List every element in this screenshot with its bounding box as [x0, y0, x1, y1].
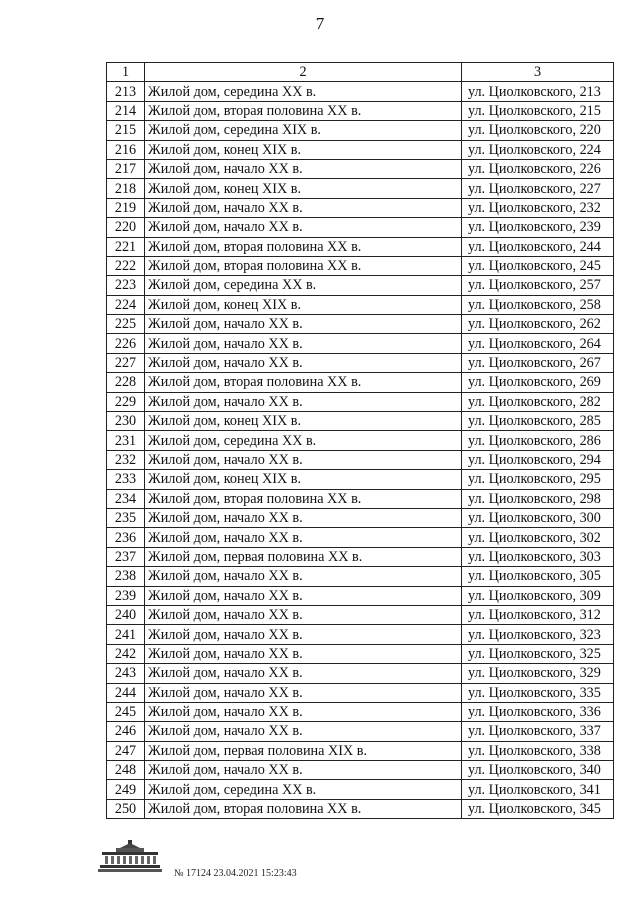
table-row: [107, 198, 614, 217]
table-row: [107, 450, 614, 469]
table-row: [107, 547, 614, 566]
object-description-cell: Жилой дом, начало XX в.: [145, 392, 462, 411]
row-number-cell: 239: [107, 586, 145, 605]
heritage-registry-table: [106, 62, 614, 819]
row-number-cell: 234: [107, 489, 145, 508]
row-number-cell: 224: [107, 295, 145, 314]
address-cell: ул. Циолковского, 335: [462, 683, 614, 702]
object-description-cell: Жилой дом, вторая половина XX в.: [145, 101, 462, 120]
row-number-cell: 242: [107, 644, 145, 663]
row-number-cell: 222: [107, 256, 145, 275]
row-number-cell: 221: [107, 237, 145, 256]
address-cell: ул. Циолковского, 338: [462, 741, 614, 760]
table-row: [107, 412, 614, 431]
address-cell: ул. Циолковского, 286: [462, 431, 614, 450]
address-cell: ул. Циолковского, 258: [462, 295, 614, 314]
row-number-cell: 214: [107, 101, 145, 120]
row-number-cell: 237: [107, 547, 145, 566]
table-row: [107, 664, 614, 683]
table-row: [107, 431, 614, 450]
table-row: [107, 179, 614, 198]
table-body: [107, 82, 614, 819]
address-cell: ул. Циолковского, 305: [462, 567, 614, 586]
table-row: [107, 373, 614, 392]
object-description-cell: Жилой дом, начало XX в.: [145, 605, 462, 624]
row-number-cell: 246: [107, 722, 145, 741]
object-description-cell: Жилой дом, начало XX в.: [145, 334, 462, 353]
table-row: [107, 605, 614, 624]
address-cell: ул. Циолковского, 323: [462, 625, 614, 644]
row-number-cell: 219: [107, 198, 145, 217]
row-number-cell: 233: [107, 470, 145, 489]
address-cell: ул. Циолковского, 340: [462, 761, 614, 780]
address-cell: ул. Циолковского, 298: [462, 489, 614, 508]
table-row: [107, 121, 614, 140]
table-row: [107, 625, 614, 644]
table-row: [107, 237, 614, 256]
row-number-cell: 217: [107, 159, 145, 178]
table-row: [107, 353, 614, 372]
address-cell: ул. Циолковского, 345: [462, 799, 614, 818]
object-description-cell: Жилой дом, начало XX в.: [145, 353, 462, 372]
row-number-cell: 220: [107, 218, 145, 237]
table-row: [107, 159, 614, 178]
table-row: [107, 799, 614, 818]
table-row: [107, 508, 614, 527]
row-number-cell: 223: [107, 276, 145, 295]
object-description-cell: Жилой дом, вторая половина XX в.: [145, 489, 462, 508]
table-row: [107, 82, 614, 101]
address-cell: ул. Циолковского, 269: [462, 373, 614, 392]
address-cell: ул. Циолковского, 300: [462, 508, 614, 527]
object-description-cell: Жилой дом, конец XIX в.: [145, 140, 462, 159]
table-row: [107, 528, 614, 547]
row-number-cell: 236: [107, 528, 145, 547]
object-description-cell: Жилой дом, начало XX в.: [145, 315, 462, 334]
object-description-cell: Жилой дом, середина XX в.: [145, 276, 462, 295]
address-cell: ул. Циолковского, 239: [462, 218, 614, 237]
address-cell: ул. Циолковского, 215: [462, 101, 614, 120]
row-number-cell: 235: [107, 508, 145, 527]
address-cell: ул. Циолковского, 285: [462, 412, 614, 431]
address-cell: ул. Циолковского, 337: [462, 722, 614, 741]
row-number-cell: 241: [107, 625, 145, 644]
row-number-cell: 248: [107, 761, 145, 780]
row-number-cell: 247: [107, 741, 145, 760]
row-number-cell: 250: [107, 799, 145, 818]
object-description-cell: Жилой дом, первая половина XIX в.: [145, 741, 462, 760]
row-number-cell: 238: [107, 567, 145, 586]
row-number-cell: 225: [107, 315, 145, 334]
object-description-cell: Жилой дом, начало XX в.: [145, 664, 462, 683]
row-number-cell: 229: [107, 392, 145, 411]
table-row: [107, 489, 614, 508]
row-number-cell: 216: [107, 140, 145, 159]
object-description-cell: Жилой дом, начало XX в.: [145, 450, 462, 469]
table-row: [107, 586, 614, 605]
row-number-cell: 226: [107, 334, 145, 353]
object-description-cell: Жилой дом, начало XX в.: [145, 702, 462, 721]
address-cell: ул. Циолковского, 226: [462, 159, 614, 178]
row-number-cell: 218: [107, 179, 145, 198]
table-row: [107, 334, 614, 353]
row-number-cell: 243: [107, 664, 145, 683]
object-description-cell: Жилой дом, вторая половина XX в.: [145, 256, 462, 275]
object-description-cell: Жилой дом, начало XX в.: [145, 508, 462, 527]
table-row: [107, 256, 614, 275]
object-description-cell: Жилой дом, первая половина XX в.: [145, 547, 462, 566]
row-number-cell: 245: [107, 702, 145, 721]
address-cell: ул. Циолковского, 325: [462, 644, 614, 663]
address-cell: ул. Циолковского, 232: [462, 198, 614, 217]
object-description-cell: Жилой дом, начало XX в.: [145, 644, 462, 663]
table-row: [107, 218, 614, 237]
object-description-cell: Жилой дом, начало XX в.: [145, 683, 462, 702]
table-row: [107, 722, 614, 741]
address-cell: ул. Циолковского, 312: [462, 605, 614, 624]
row-number-cell: 215: [107, 121, 145, 140]
row-number-cell: 230: [107, 412, 145, 431]
table-row: [107, 470, 614, 489]
table-row: [107, 276, 614, 295]
object-description-cell: Жилой дом, середина XX в.: [145, 780, 462, 799]
row-number-cell: 244: [107, 683, 145, 702]
object-description-cell: Жилой дом, конец XIX в.: [145, 179, 462, 198]
object-description-cell: Жилой дом, конец XIX в.: [145, 295, 462, 314]
registration-stamp: № 17124 23.04.2021 15:23:43: [174, 868, 297, 879]
row-number-cell: 227: [107, 353, 145, 372]
column-header-number: 1: [107, 63, 145, 82]
address-cell: ул. Циолковского, 245: [462, 256, 614, 275]
address-cell: ул. Циолковского, 329: [462, 664, 614, 683]
table-row: [107, 140, 614, 159]
address-cell: ул. Циолковского, 295: [462, 470, 614, 489]
column-header-address: 3: [462, 63, 614, 82]
row-number-cell: 232: [107, 450, 145, 469]
address-cell: ул. Циолковского, 264: [462, 334, 614, 353]
table-row: [107, 101, 614, 120]
object-description-cell: Жилой дом, вторая половина XX в.: [145, 237, 462, 256]
address-cell: ул. Циолковского, 213: [462, 82, 614, 101]
object-description-cell: Жилой дом, начало XX в.: [145, 586, 462, 605]
address-cell: ул. Циолковского, 257: [462, 276, 614, 295]
address-cell: ул. Циолковского, 267: [462, 353, 614, 372]
object-description-cell: Жилой дом, начало XX в.: [145, 159, 462, 178]
row-number-cell: 213: [107, 82, 145, 101]
table-header-row: [107, 63, 614, 82]
row-number-cell: 249: [107, 780, 145, 799]
object-description-cell: Жилой дом, конец XIX в.: [145, 470, 462, 489]
row-number-cell: 231: [107, 431, 145, 450]
object-description-cell: Жилой дом, начало XX в.: [145, 625, 462, 644]
address-cell: ул. Циолковского, 262: [462, 315, 614, 334]
table-row: [107, 702, 614, 721]
table-row: [107, 761, 614, 780]
address-cell: ул. Циолковского, 282: [462, 392, 614, 411]
object-description-cell: Жилой дом, начало XX в.: [145, 761, 462, 780]
table-row: [107, 741, 614, 760]
column-header-description: 2: [145, 63, 462, 82]
table-row: [107, 295, 614, 314]
object-description-cell: Жилой дом, вторая половина XX в.: [145, 799, 462, 818]
address-cell: ул. Циолковского, 303: [462, 547, 614, 566]
address-cell: ул. Циолковского, 224: [462, 140, 614, 159]
address-cell: ул. Циолковского, 336: [462, 702, 614, 721]
table-row: [107, 392, 614, 411]
row-number-cell: 240: [107, 605, 145, 624]
page-number: 7: [315, 14, 325, 33]
object-description-cell: Жилой дом, начало XX в.: [145, 722, 462, 741]
object-description-cell: Жилой дом, конец XIX в.: [145, 412, 462, 431]
object-description-cell: Жилой дом, начало XX в.: [145, 528, 462, 547]
object-description-cell: Жилой дом, начало XX в.: [145, 567, 462, 586]
address-cell: ул. Циолковского, 244: [462, 237, 614, 256]
address-cell: ул. Циолковского, 302: [462, 528, 614, 547]
row-number-cell: 228: [107, 373, 145, 392]
table-row: [107, 780, 614, 799]
object-description-cell: Жилой дом, начало XX в.: [145, 218, 462, 237]
object-description-cell: Жилой дом, вторая половина XX в.: [145, 373, 462, 392]
object-description-cell: Жилой дом, начало XX в.: [145, 198, 462, 217]
object-description-cell: Жилой дом, середина XIX в.: [145, 121, 462, 140]
address-cell: ул. Циолковского, 341: [462, 780, 614, 799]
address-cell: ул. Циолковского, 294: [462, 450, 614, 469]
table-row: [107, 567, 614, 586]
address-cell: ул. Циолковского, 227: [462, 179, 614, 198]
object-description-cell: Жилой дом, середина XX в.: [145, 82, 462, 101]
address-cell: ул. Циолковского, 309: [462, 586, 614, 605]
table-row: [107, 315, 614, 334]
table-row: [107, 683, 614, 702]
object-description-cell: Жилой дом, середина XX в.: [145, 431, 462, 450]
document-footer: [98, 826, 418, 886]
address-cell: ул. Циолковского, 220: [462, 121, 614, 140]
government-building-seal-icon: [98, 838, 162, 879]
table-row: [107, 644, 614, 663]
